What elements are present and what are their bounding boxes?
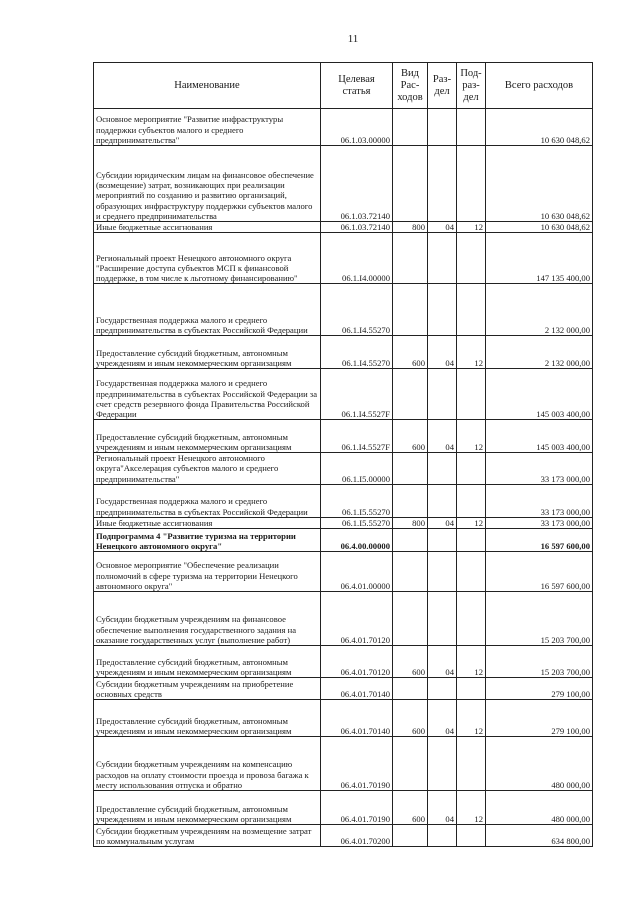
row-name: Основное мероприятие "Развитие инфраструктуры поддержки субъектов малого и среднего предпринимательства" [94,109,321,146]
row-total: 480 000,00 [486,737,593,791]
row-podr [457,592,486,646]
table-row [94,484,593,517]
row-vid: 600 [393,420,428,453]
row-podr: 12 [457,222,486,233]
row-code: 06.1.I4.00000 [321,233,393,284]
table-row [94,700,593,737]
row-vid [393,552,428,592]
table-row [94,284,593,336]
row-razd [428,678,457,700]
table-row [94,109,593,146]
row-name: Региональный проект Ненецкого автономного округа"Акселерация субъектов малого и среднего предпринимательства" [94,453,321,485]
table-row [94,592,593,646]
row-podr [457,233,486,284]
row-name: Региональный проект Ненецкого автономного округа "Расширение доступа субъектов МСП к финансовой поддержке, в том числе к льготному финансированию" [94,233,321,284]
row-total: 634 800,00 [486,825,593,847]
row-podr [457,737,486,791]
row-razd: 04 [428,517,457,528]
row-vid [393,109,428,146]
row-total: 145 003 400,00 [486,369,593,420]
row-name: Субсидии юридическим лицам на финансовое обеспечение (возмещение) затрат, возникающих при реализации мероприятий по созданию и развитию организаций, образующих инфраструктуру поддержки субъектов малого и среднего предпринимательства [94,146,321,222]
row-total: 15 203 700,00 [486,592,593,646]
table-row [94,146,593,222]
header-code: Целевая статья [321,63,393,109]
row-code: 06.4.01.70200 [321,825,393,847]
row-code: 06.4.01.70120 [321,646,393,678]
row-razd: 04 [428,700,457,737]
row-code: 06.4.00.00000 [321,529,393,552]
header-podr: Под- раз- дел [457,63,486,109]
row-razd: 04 [428,646,457,678]
row-code: 06.4.01.70140 [321,700,393,737]
row-code: 06.1.I4.5527F [321,369,393,420]
table-row [94,552,593,592]
row-code: 06.1.I5.55270 [321,484,393,517]
row-name: Предоставление субсидий бюджетным, автономным учреждениям и иным некоммерческим организациям [94,420,321,453]
row-podr [457,369,486,420]
row-vid: 800 [393,517,428,528]
table-row [94,336,593,369]
header-total: Всего расходов [486,63,593,109]
row-total: 10 630 048,62 [486,146,593,222]
row-code: 06.4.01.70140 [321,678,393,700]
row-total: 145 003 400,00 [486,420,593,453]
row-podr [457,484,486,517]
table-row [94,233,593,284]
row-razd [428,484,457,517]
row-vid [393,369,428,420]
row-vid [393,529,428,552]
row-name: Иные бюджетные ассигнования [94,517,321,528]
row-razd [428,592,457,646]
row-total: 279 100,00 [486,700,593,737]
row-total: 33 173 000,00 [486,484,593,517]
row-razd: 04 [428,791,457,825]
row-vid: 600 [393,791,428,825]
row-total: 2 132 000,00 [486,284,593,336]
row-total: 480 000,00 [486,791,593,825]
row-podr [457,109,486,146]
header-razd: Раз- дел [428,63,457,109]
row-razd [428,109,457,146]
table-row [94,791,593,825]
row-code: 06.1.I5.00000 [321,453,393,485]
table-row [94,369,593,420]
row-vid [393,453,428,485]
row-vid [393,825,428,847]
row-vid [393,284,428,336]
row-code: 06.4.01.00000 [321,552,393,592]
row-podr [457,529,486,552]
row-podr: 12 [457,700,486,737]
row-vid: 600 [393,700,428,737]
table-header-row [94,63,593,109]
row-code: 06.4.01.70190 [321,791,393,825]
row-name: Подпрограмма 4 "Развитие туризма на территории Ненецкого автономного округа" [94,529,321,552]
table-row [94,222,593,233]
row-total: 16 597 600,00 [486,552,593,592]
table-row [94,678,593,700]
row-name: Предоставление субсидий бюджетным, автономным учреждениям и иным некоммерческим организациям [94,336,321,369]
row-podr [457,552,486,592]
row-vid [393,484,428,517]
row-name: Государственная поддержка малого и среднего предпринимательства в субъектах Российской Федерации за счет средств резервного фонда Правительства Российской Федерации [94,369,321,420]
row-vid [393,146,428,222]
row-name: Субсидии бюджетным учреждениям на возмещение затрат по коммунальным услугам [94,825,321,847]
row-vid [393,592,428,646]
row-podr: 12 [457,791,486,825]
row-podr [457,678,486,700]
row-razd [428,529,457,552]
row-razd [428,369,457,420]
row-podr: 12 [457,517,486,528]
row-podr: 12 [457,420,486,453]
row-name: Субсидии бюджетным учреждениям на приобретение основных средств [94,678,321,700]
header-vid: Вид Рас- ходов [393,63,428,109]
row-podr: 12 [457,646,486,678]
row-podr [457,825,486,847]
row-name: Государственная поддержка малого и среднего предпринимательства в субъектах Российской Федерации [94,284,321,336]
row-razd: 04 [428,336,457,369]
page-number: 11 [347,33,359,45]
row-name: Иные бюджетные ассигнования [94,222,321,233]
header-name: Наименование [94,63,321,109]
row-code: 06.1.I4.5527F [321,420,393,453]
row-name: Предоставление субсидий бюджетным, автономным учреждениям и иным некоммерческим организациям [94,791,321,825]
row-vid [393,233,428,284]
row-total: 10 630 048,62 [486,109,593,146]
table-row [94,825,593,847]
table-row [94,517,593,528]
row-total: 33 173 000,00 [486,453,593,485]
row-total: 147 135 400,00 [486,233,593,284]
table-row [94,420,593,453]
row-razd: 04 [428,222,457,233]
row-code: 06.1.03.72140 [321,222,393,233]
row-vid: 800 [393,222,428,233]
row-code: 06.1.I4.55270 [321,336,393,369]
row-code: 06.1.03.72140 [321,146,393,222]
row-code: 06.1.I5.55270 [321,517,393,528]
row-code: 06.4.01.70190 [321,737,393,791]
row-total: 2 132 000,00 [486,336,593,369]
row-vid: 600 [393,646,428,678]
row-code: 06.1.03.00000 [321,109,393,146]
row-total: 33 173 000,00 [486,517,593,528]
row-vid [393,678,428,700]
row-total: 279 100,00 [486,678,593,700]
row-name: Государственная поддержка малого и среднего предпринимательства в субъектах Российской Федерации [94,484,321,517]
row-podr: 12 [457,336,486,369]
row-vid: 600 [393,336,428,369]
row-podr [457,146,486,222]
row-razd [428,825,457,847]
table-row [94,453,593,485]
row-code: 06.4.01.70120 [321,592,393,646]
row-razd [428,737,457,791]
row-vid [393,737,428,791]
row-name: Субсидии бюджетным учреждениям на финансовое обеспечение выполнения государственного задания на оказание государственных услуг (выполнение работ) [94,592,321,646]
row-name: Субсидии бюджетным учреждениям на компенсацию расходов на оплату стоимости проезда и провоза багажа к месту использования отпуска и обратно [94,737,321,791]
row-razd [428,284,457,336]
row-razd: 04 [428,420,457,453]
row-name: Основное мероприятие "Обеспечение реализации полномочий в сфере туризма на территории Ненецкого автономного округа" [94,552,321,592]
table-row [94,737,593,791]
row-total: 15 203 700,00 [486,646,593,678]
row-total: 16 597 600,00 [486,529,593,552]
budget-table [93,62,593,847]
row-code: 06.1.I4.55270 [321,284,393,336]
row-razd [428,552,457,592]
table-row [94,646,593,678]
row-podr [457,453,486,485]
table-row [94,529,593,552]
row-razd [428,453,457,485]
row-razd [428,146,457,222]
row-name: Предоставление субсидий бюджетным, автономным учреждениям и иным некоммерческим организациям [94,700,321,737]
row-name: Предоставление субсидий бюджетным, автономным учреждениям и иным некоммерческим организациям [94,646,321,678]
row-razd [428,233,457,284]
row-podr [457,284,486,336]
row-total: 10 630 048,62 [486,222,593,233]
